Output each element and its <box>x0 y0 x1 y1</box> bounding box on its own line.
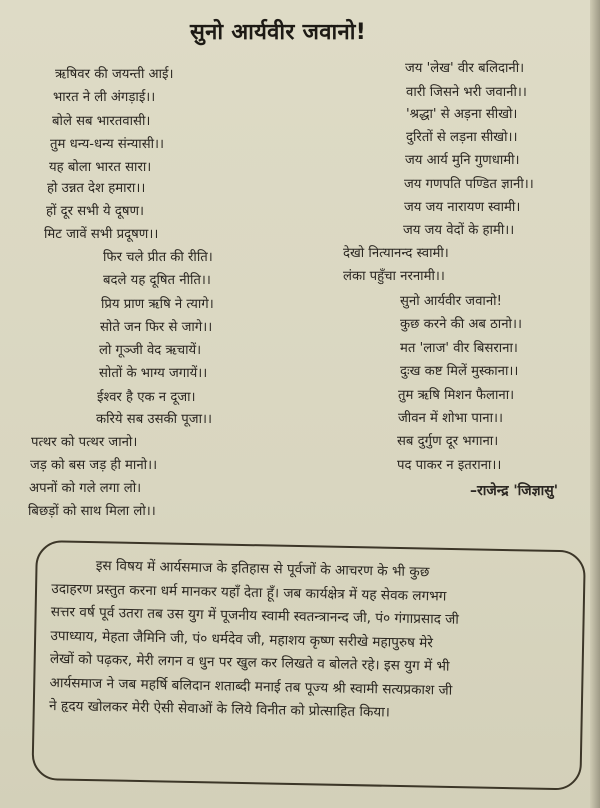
poem-line-left: फिर चले प्रीत की रीति। <box>103 250 213 265</box>
poem-line-left: तुम धन्य-धन्य संन्यासी।। <box>50 137 165 152</box>
poem-line-left: जड़ को बस जड़ ही मानो।। <box>30 458 158 473</box>
paragraph-line: इस विषय में आर्यसमाज के इतिहास से पूर्वजों के आचरण के भी कुछ <box>95 557 430 581</box>
poem-line-right: सुनो आर्यवीर जवानो! <box>400 294 502 309</box>
poem-line-right: जय जय नारायण स्वामी। <box>404 200 521 215</box>
poem-line-right: वारी जिसने भरी जवानी।। <box>406 85 527 100</box>
poem-line-right: जीवन में शोभा पाना।। <box>398 411 504 426</box>
poem-line-right: लंका पहुँचा नरनामी।। <box>343 269 445 284</box>
poem-line-right: पद पाकर न इतराना।। <box>397 458 502 473</box>
paragraph-line: सत्तर वर्ष पूर्व उतरा तब उस युग में पूजनीय स्वामी स्वतन्त्रानन्द जी, पं० गंगाप्रसाद जी <box>50 603 459 628</box>
poem-line-left: ईश्वर है एक न दूजा। <box>97 390 196 405</box>
paragraph-line: उपाध्याय, मेहता जैमिनि जी, पं० धर्मदेव जी, महाशय कृष्ण सरीखे महापुरुष मेरे <box>50 627 434 651</box>
poem-line-right: 'श्रद्धा' से अड़ना सीखो। <box>406 107 518 122</box>
poem-line-left: हों दूर सभी ये दूषण। <box>46 204 144 219</box>
poem-line-left: बिछड़ों को साथ मिला लो।। <box>28 504 156 519</box>
poem-line-left: सोतों के भाग्य जगायें।। <box>99 366 208 381</box>
poem-line-left: हो उन्नत देश हमारा।। <box>47 181 146 196</box>
poem-line-right: मत 'लाज' वीर बिसराना। <box>400 341 518 356</box>
poem-line-right: जय आर्य मुनि गुणधामी। <box>405 153 520 168</box>
poem-line-right: देखो नित्यानन्द स्वामी। <box>343 246 449 261</box>
paragraph-line: लेखों को पढ़कर, मेरी लगन व धुन पर खुल कर लिखते व बोलते रहे। इस युग में भी <box>49 650 450 675</box>
note-paragraph <box>49 554 572 728</box>
poem-line-right: दुरितों से लड़ना सीखो।। <box>406 130 518 145</box>
poem-line-left: करिये सब उसकी पूजा।। <box>96 412 212 427</box>
poem-line-left: पत्थर को पत्थर जानो। <box>31 435 138 450</box>
poem-line-right: जय जय वेदों के हामी।। <box>403 223 515 238</box>
poem-line-right: दुःख कष्ट मिलें मुस्काना।। <box>400 364 519 379</box>
paragraph-line: उदाहरण प्रस्तुत करना धर्म मानकर यहाँ देता हूँ। जब कार्यक्षेत्र में यह सेवक लगभग <box>51 580 447 605</box>
poem-line-left: ऋषिवर की जयन्ती आई। <box>55 67 174 82</box>
poem-line-left: प्रिय प्राण ऋषि ने त्यागे। <box>101 297 214 312</box>
poem-line-right: जय 'लेख' वीर बलिदानी। <box>405 61 525 76</box>
poem-line-right: तुम ऋषि मिशन फैलाना। <box>398 388 515 403</box>
poem-line-left: सोते जन फिर से जागे।। <box>100 320 213 335</box>
poem-line-right: सब दुर्गुण दूर भगाना। <box>397 434 499 449</box>
poem-line-left: बोले सब भारतवासी। <box>52 114 151 129</box>
poem-line-left: अपनों को गले लगा लो। <box>29 481 142 496</box>
page-edge <box>590 0 600 808</box>
poem-author: –राजेन्द्र 'जिज्ञासु' <box>470 483 559 499</box>
poem-line-left: बदले यह दूषित नीति।। <box>103 273 211 288</box>
paragraph-line: ने हृदय खोलकर मेरी ऐसी सेवाओं के लिये विनीत को प्रोत्साहित किया। <box>48 697 391 721</box>
poem-title: सुनो आर्यवीर जवानो! <box>190 20 367 45</box>
poem-line-left: यह बोला भारत सारा। <box>49 160 152 175</box>
poem-line-left: भारत ने ली अंगड़ाई।। <box>53 90 156 105</box>
paragraph-line: आर्यसमाज ने जब महर्षि बलिदान शताब्दी मनाई तब पूज्य श्री स्वामी सत्यप्रकाश जी <box>49 674 453 699</box>
poem-line-right: कुछ करने की अब ठानो।। <box>400 317 522 332</box>
poem-line-left: लो गूञ्जी वेद ऋचायें। <box>99 343 202 358</box>
poem-line-left: मिट जावें सभी प्रदूषण।। <box>44 227 159 242</box>
poem-line-right: जय गणपति पण्डित ज्ञानी।। <box>404 177 534 192</box>
